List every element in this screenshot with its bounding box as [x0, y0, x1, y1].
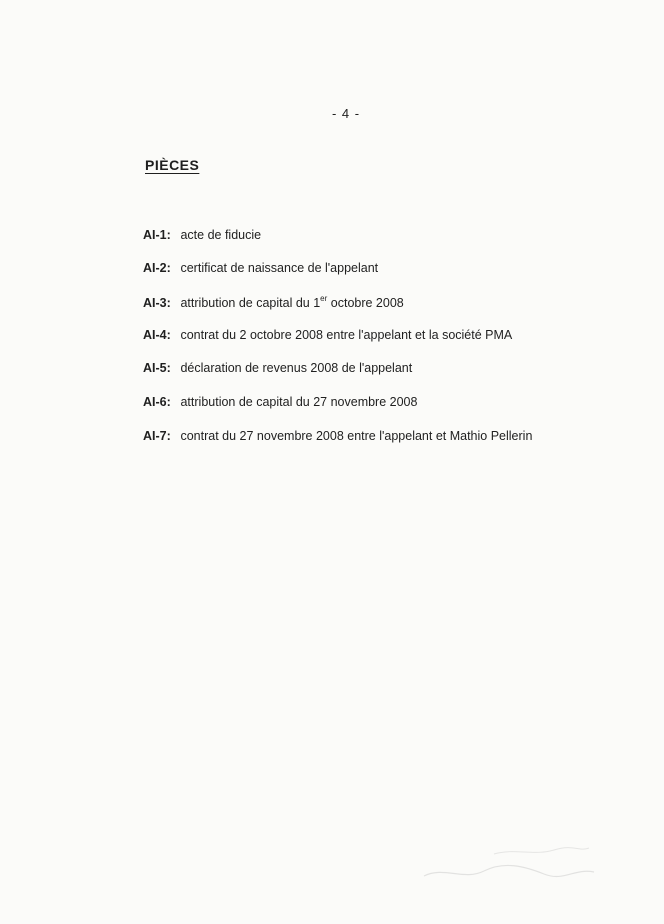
exhibit-description: acte de fiducie: [180, 228, 262, 242]
ordinal-superscript: er: [320, 294, 328, 303]
exhibit-description: [180, 294, 403, 310]
exhibit-item: [143, 261, 378, 275]
exhibit-code: AI-2:: [143, 261, 171, 275]
exhibit-description-part: attribution de capital du 1: [180, 296, 321, 310]
exhibit-code: AI-6:: [143, 395, 171, 409]
section-title: PIÈCES: [145, 157, 200, 173]
exhibit-description-part: octobre 2008: [327, 296, 404, 310]
exhibit-item: [143, 361, 412, 375]
exhibit-item: [143, 294, 404, 310]
exhibit-description: attribution de capital du 27 novembre 2008: [180, 395, 418, 409]
exhibit-item: [143, 228, 261, 242]
exhibit-code: AI-5:: [143, 361, 171, 375]
exhibit-code: AI-4:: [143, 328, 171, 342]
exhibit-code: AI-7:: [143, 429, 171, 443]
exhibit-description: certificat de naissance de l'appelant: [180, 261, 379, 275]
exhibit-item: [143, 328, 512, 342]
exhibit-description: contrat du 2 octobre 2008 entre l'appelant et la société PMA: [180, 328, 513, 342]
exhibit-item: [143, 429, 532, 443]
exhibit-item: [143, 395, 417, 409]
exhibit-description: déclaration de revenus 2008 de l'appelant: [180, 361, 413, 375]
faded-stamp-mark: [404, 836, 604, 896]
exhibit-description: contrat du 27 novembre 2008 entre l'appelant et Mathio Pellerin: [180, 429, 533, 443]
page-number: - 4 -: [331, 106, 361, 121]
exhibit-code: AI-1:: [143, 228, 171, 242]
exhibit-code: AI-3:: [143, 296, 171, 310]
